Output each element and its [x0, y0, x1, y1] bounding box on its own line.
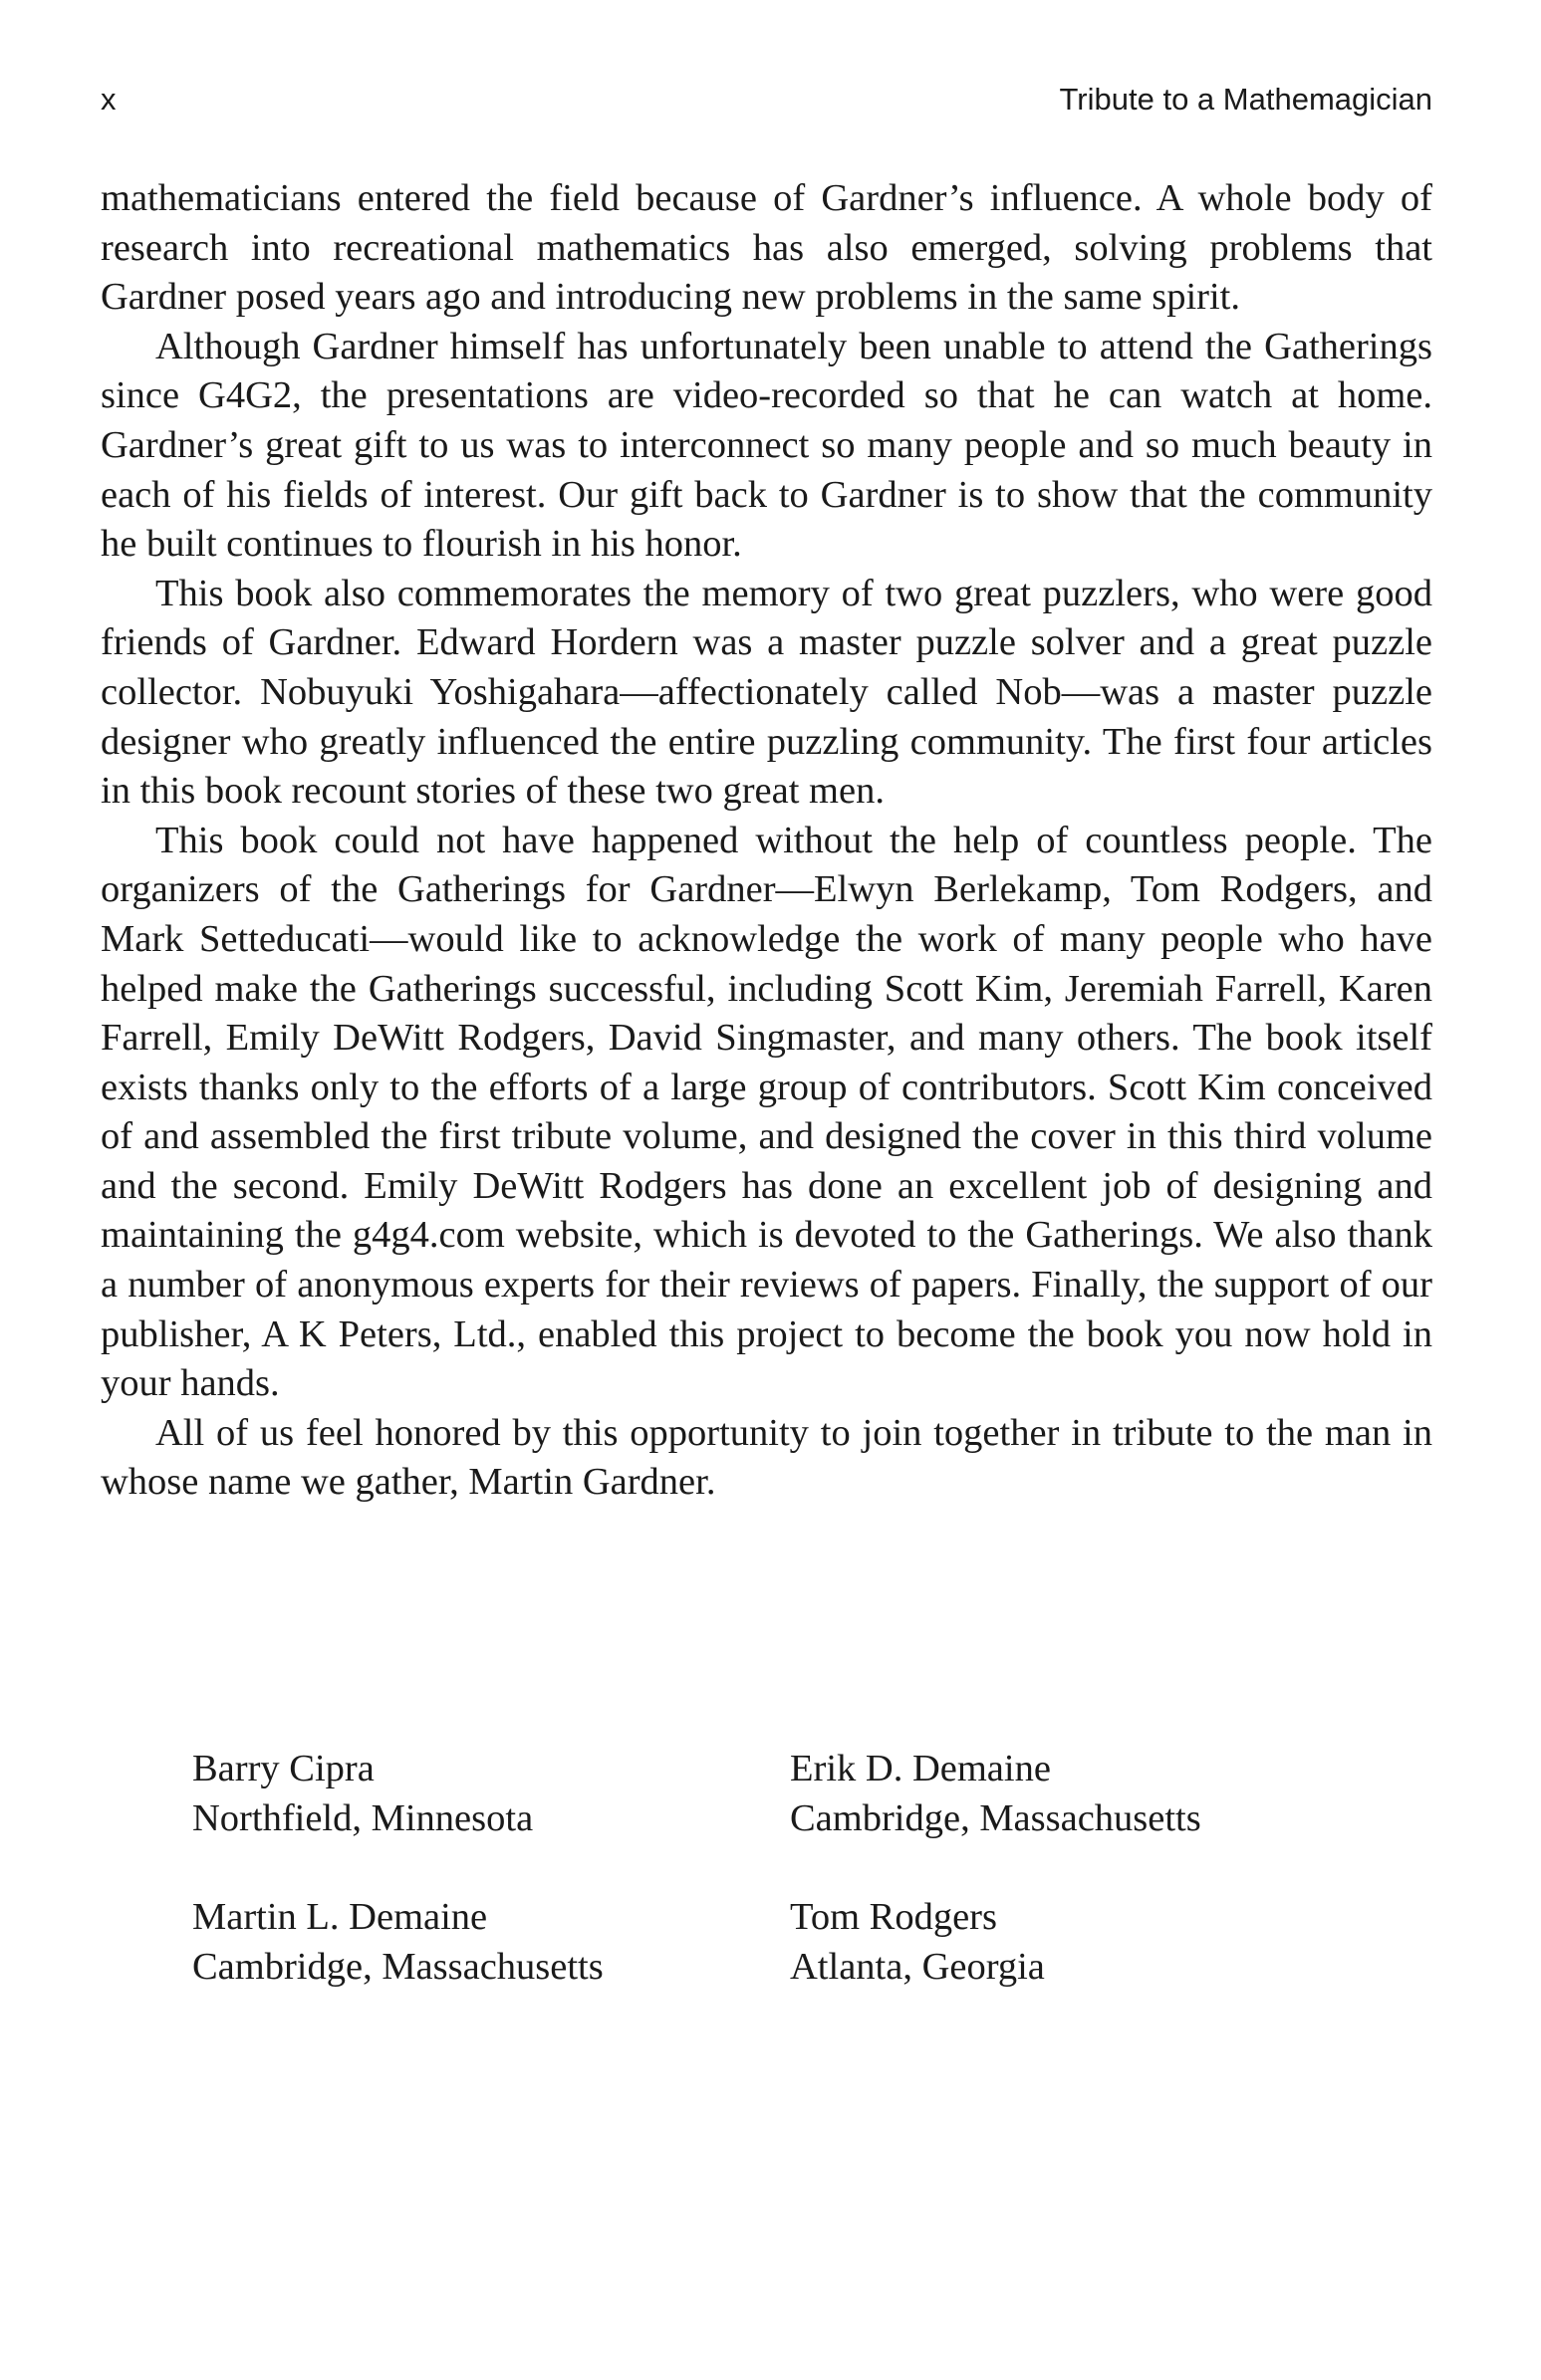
signature-row	[192, 1745, 1388, 1843]
paragraph: Although Gardner himself has unfortunately been unable to attend the Gatherings since G4G2, the presentations are video-recorded so that he can watch at home. Gardner’s great gift to us was to interconnect so many people and so much beauty in each of his fields of interest. Our gift back to Gardner is to show that the community he built continues to flourish in his honor.	[101, 325, 1432, 566]
body-text	[101, 174, 1432, 1508]
book-title: Tribute to a Mathemagician	[1059, 82, 1432, 117]
paragraph: All of us feel honored by this opportunity to join together in tribute to the man in whose name we gather, Martin Gardner.	[101, 1411, 1432, 1504]
signatures	[192, 1745, 1388, 2041]
running-head	[101, 80, 1432, 119]
paragraph: This book could not have happened without the help of countless people. The organizers of the Gatherings for Gardner—Elwyn Berlekamp, Tom Rodgers, and Mark Setteducati—would like to acknowledge the work of many people who have helped make the Gatherings successful, including Scott Kim, Jeremiah Farrell, Karen Farrell, Emily DeWitt Rodgers, David Singmaster, and many others. The book itself exists thanks only to the efforts of a large group of contributors. Scott Kim conceived of and assembled the first tribute volume, and designed the cover in this third volume and the second. Emily DeWitt Rodgers has done an excellent job of designing and maintaining the g4g4.com website, which is devoted to the Gatherings. We also thank a number of anonymous experts for their reviews of papers. Finally, the support of our publisher, A K Peters, Ltd., enabled this project to become the book you now hold in your hands.	[101, 819, 1432, 1405]
signer-name: Tom Rodgers	[790, 1896, 997, 1939]
signer-name: Erik D. Demaine	[790, 1748, 1051, 1789]
signature-row	[192, 1893, 1388, 1992]
signer-name: Barry Cipra	[192, 1748, 375, 1789]
signer-location: Atlanta, Georgia	[790, 1945, 1045, 1988]
signature-block	[192, 1745, 790, 1843]
signature-block	[790, 1893, 1388, 1992]
paragraph: mathematicians entered the field because of Gardner’s influence. A whole body of research into recreational mathematics has also emerged, solving problems that Gardner posed years ago and introducing new problems in the same spirit.	[101, 177, 1432, 319]
signature-block	[790, 1745, 1388, 1843]
page-number: x	[101, 82, 117, 117]
signer-location: Cambridge, Massachusetts	[192, 1945, 604, 1988]
signer-location: Cambridge, Massachusetts	[790, 1796, 1201, 1839]
paragraph: This book also commemorates the memory of two great puzzlers, who were good friends of Gardner. Edward Hordern was a master puzzle solver and a great puzzle collector. Nobuyuki Yoshigahara—affectionately called Nob—was a master puzzle designer who greatly influenced the entire puzzling community. The first four articles in this book recount stories of these two great men.	[101, 572, 1432, 813]
signer-location: Northfield, Minnesota	[192, 1796, 534, 1839]
signature-block	[192, 1893, 790, 1992]
signer-name: Martin L. Demaine	[192, 1896, 488, 1939]
